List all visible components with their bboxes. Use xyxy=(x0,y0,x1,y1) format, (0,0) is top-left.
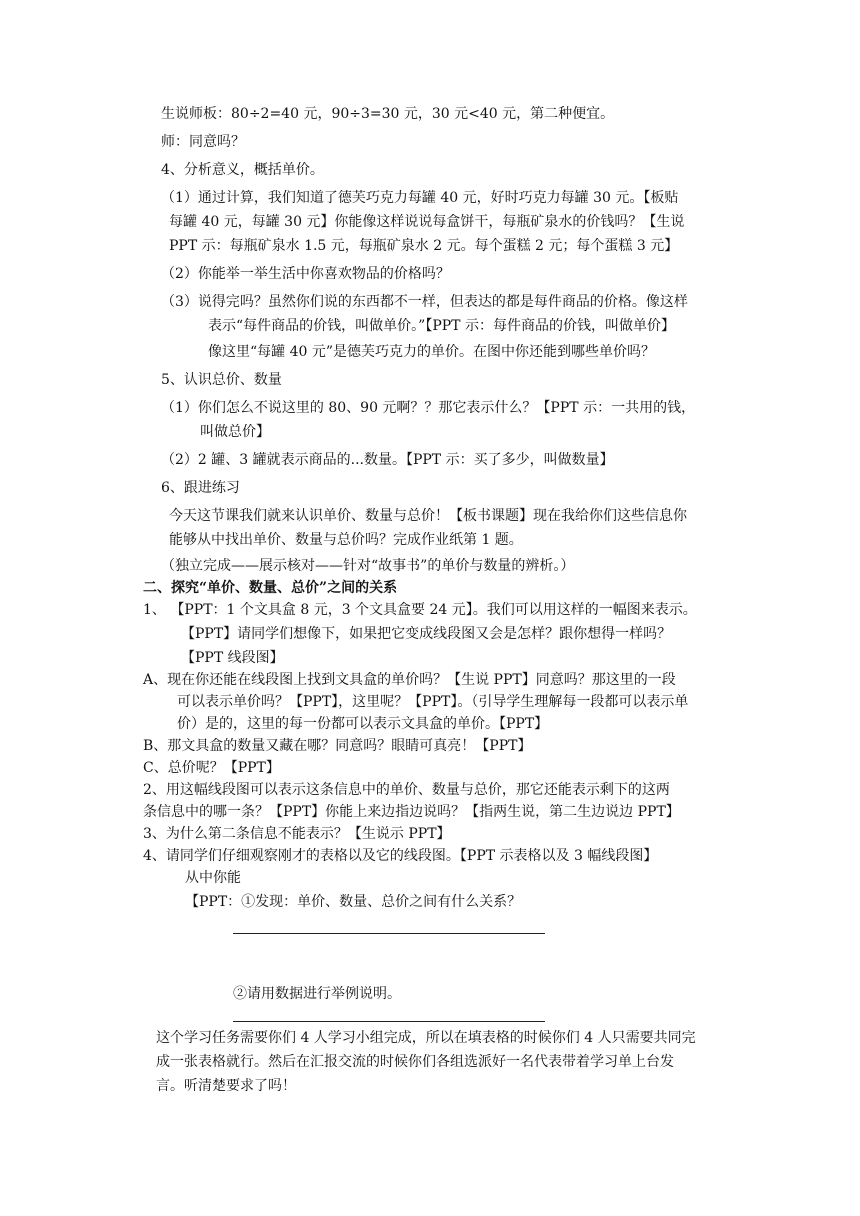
answer-blank-line xyxy=(233,1021,545,1022)
text-line: 成一张表格就行。然后在汇报交流的时候你们各组选派好一名代表带着学习单上台发 xyxy=(156,1054,674,1070)
section-heading: 5、认识总价、数量 xyxy=(161,372,282,388)
text-line: 表示“每件商品的价钱，叫做单价。”【PPT 示：每件商品的价钱，叫做单价】 xyxy=(208,318,675,334)
text-line: 生说师板：80÷2=40 元，90÷3=30 元，30 元<40 元，第二种便宜。 xyxy=(161,106,615,122)
text-line: （2）2 罐、3 罐就表示商品的...数量。【PPT 示：买了多少，叫做数量】 xyxy=(161,452,614,468)
text-line: 2、用这幅线段图可以表示这条信息中的单价、数量与总价，那它还能表示剩下的这两 xyxy=(143,782,670,798)
text-line: 像这里“每罐 40 元”是德芙巧克力的单价。在图中你还能到哪些单价吗？ xyxy=(208,344,656,360)
text-line: 【PPT 线段图】 xyxy=(181,650,284,666)
text-line: ②请用数据进行举例说明。 xyxy=(233,986,401,1002)
text-line: 今天这节课我们就来认识单价、数量与总价！【板书课题】现在我给你们这些信息你 xyxy=(169,508,687,524)
text-line: （3）说得完吗？虽然你们说的东西都不一样，但表达的都是每件商品的价格。像这样 xyxy=(161,294,688,310)
text-line: PPT 示：每瓶矿泉水 1.5 元，每瓶矿泉水 2 元。每个蛋糕 2 元；每个蛋糕 3 元】 xyxy=(169,238,679,254)
answer-blank-line xyxy=(233,933,545,934)
text-line: （1）你们怎么不说这里的 80、90 元啊？？那它表示什么？【PPT 示：一共用的钱， xyxy=(161,400,696,416)
text-line: 【PPT：①发现：单价、数量、总价之间有什么关系？ xyxy=(185,894,522,910)
text-line: 条信息中的哪一条？【PPT】你能上来边指边说吗？【指两生说，第二生边说边 PPT】 xyxy=(143,804,680,820)
text-line: （独立完成——展示核对——针对“故事书”的单价与数量的辨析。） xyxy=(161,558,575,574)
section-heading: 4、分析意义，概括单价。 xyxy=(161,162,324,178)
text-line: （2）你能举一举生活中你喜欢物品的价格吗？ xyxy=(161,266,450,282)
text-line: 言。听清楚要求了吗！ xyxy=(156,1078,296,1094)
text-line: C、总价呢？【PPT】 xyxy=(143,760,280,776)
text-line: 师：同意吗？ xyxy=(161,134,245,150)
text-line: 价）是的，这里的每一份都可以表示文具盒的单价。【PPT】 xyxy=(177,716,549,732)
text-line: （1）通过计算，我们知道了德芙巧克力每罐 40 元，好时巧克力每罐 30 元。【板贴 xyxy=(161,190,679,206)
text-line: 3、为什么第二条信息不能表示？【生说示 PPT】 xyxy=(143,826,451,842)
text-line: 叫做总价】 xyxy=(200,424,270,440)
section-heading: 6、跟进练习 xyxy=(161,480,240,496)
text-line: B、那文具盒的数量又藏在哪？同意吗？眼睛可真亮！【PPT】 xyxy=(143,738,532,754)
text-line: 4、请同学们仔细观察刚才的表格以及它的线段图。【PPT 示表格以及 3 幅线段图】 xyxy=(143,848,658,864)
text-line: 从中你能 xyxy=(185,870,241,886)
text-line: 能够从中找出单价、数量与总价吗？完成作业纸第 1 题。 xyxy=(169,532,523,548)
text-line: 可以表示单价吗？【PPT】，这里呢？【PPT】。（引导学生理解每一段都可以表示单 xyxy=(177,694,689,710)
text-line: 1、 【PPT：1 个文具盒 8 元，3 个文具盒要 24 元】。我们可以用这样的一幅图来表示。 xyxy=(143,602,697,618)
text-line: 每罐 40 元，每罐 30 元】你能像这样说说每盒饼干，每瓶矿泉水的价钱吗？【生说 xyxy=(169,214,685,230)
text-line: A、现在你还能在线段图上找到文具盒的单价吗？【生说 PPT】同意吗？那这里的一段 xyxy=(143,672,676,688)
text-line: 这个学习任务需要你们 4 人学习小组完成，所以在填表格的时候你们 4 人只需要共同完 xyxy=(156,1030,696,1046)
text-line: 【PPT】请同学们想像下，如果把它变成线段图又会是怎样？跟你想得一样吗？ xyxy=(181,626,672,642)
section-heading: 二、探究“单价、数量、总价”之间的关系 xyxy=(143,580,398,596)
